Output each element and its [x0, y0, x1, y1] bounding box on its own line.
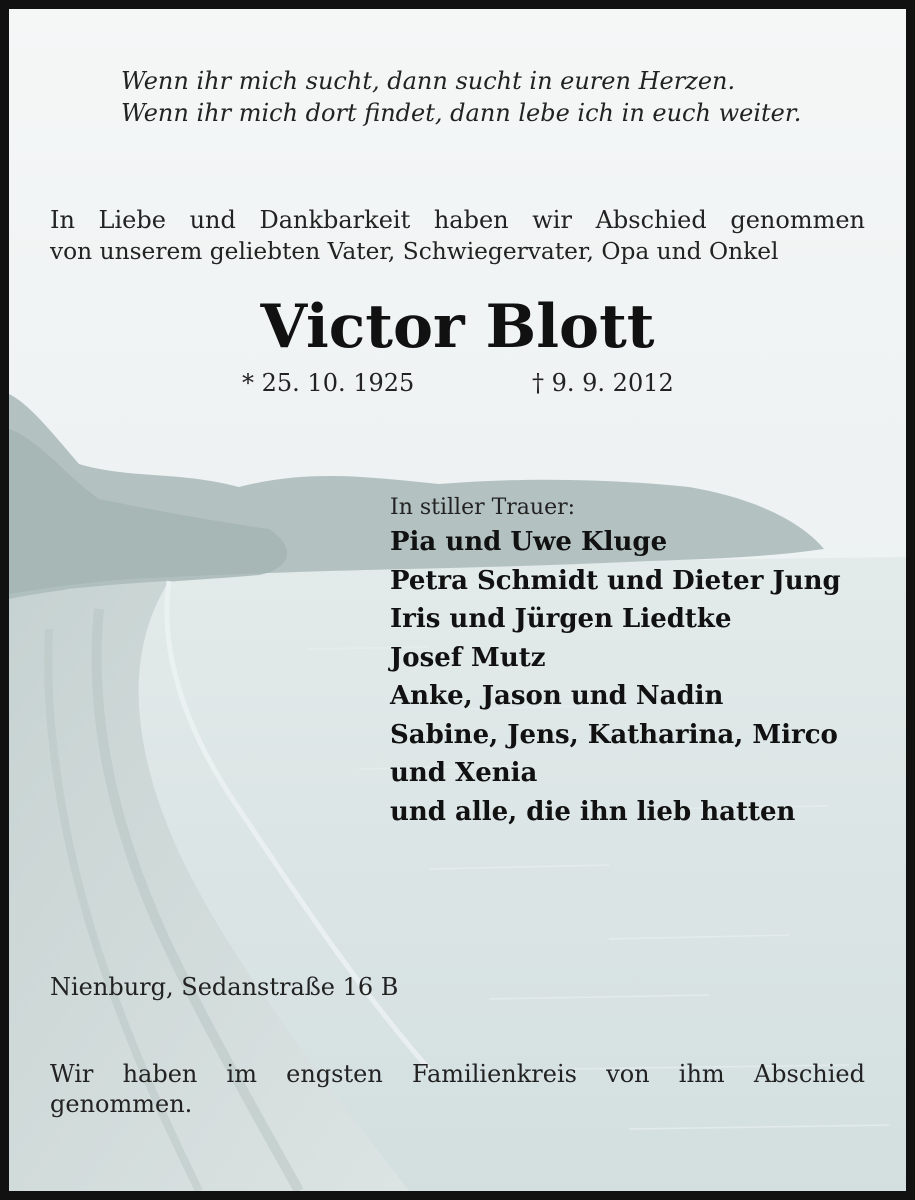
memorial-quote [121, 65, 881, 129]
farewell-line-1: Wir haben im engsten Familienkreis von ihm Abschied [50, 1060, 865, 1088]
farewell-note [50, 1059, 865, 1119]
mourner-name: und Xenia [390, 758, 538, 788]
mourner-name: Iris und Jürgen Liedtke [390, 604, 732, 634]
mourners-list [390, 493, 890, 831]
farewell-line-2: genommen. [50, 1090, 193, 1118]
birth-date: * 25. 10. 1925 [242, 369, 415, 397]
deceased-name: Victor Blott [260, 292, 655, 362]
obituary-content [9, 9, 906, 1191]
intro-line-1: In Liebe und Dankbarkeit haben wir Abschied genommen [50, 206, 865, 234]
mourning-label: In stiller Trauer: [390, 495, 576, 520]
intro-line-2: von unserem geliebten Vater, Schwiegervater, Opa und Onkel [50, 238, 779, 265]
mourner-name: Petra Schmidt und Dieter Jung [390, 565, 841, 596]
family-address: Nienburg, Sedanstraße 16 B [50, 973, 399, 1001]
intro-text [50, 204, 865, 268]
mourner-name: Sabine, Jens, Katharina, Mirco [390, 719, 838, 750]
quote-line-2: Wenn ihr mich dort findet, dann lebe ich in euch weiter. [121, 99, 802, 127]
mourner-name: und alle, die ihn lieb hatten [390, 796, 796, 827]
mourner-name: Anke, Jason und Nadin [390, 681, 724, 711]
death-date: † 9. 9. 2012 [532, 369, 674, 397]
mourner-name: Josef Mutz [390, 642, 546, 673]
mourner-name: Pia und Uwe Kluge [390, 527, 668, 557]
quote-line-1: Wenn ihr mich sucht, dann sucht in euren Herzen. [121, 67, 736, 95]
